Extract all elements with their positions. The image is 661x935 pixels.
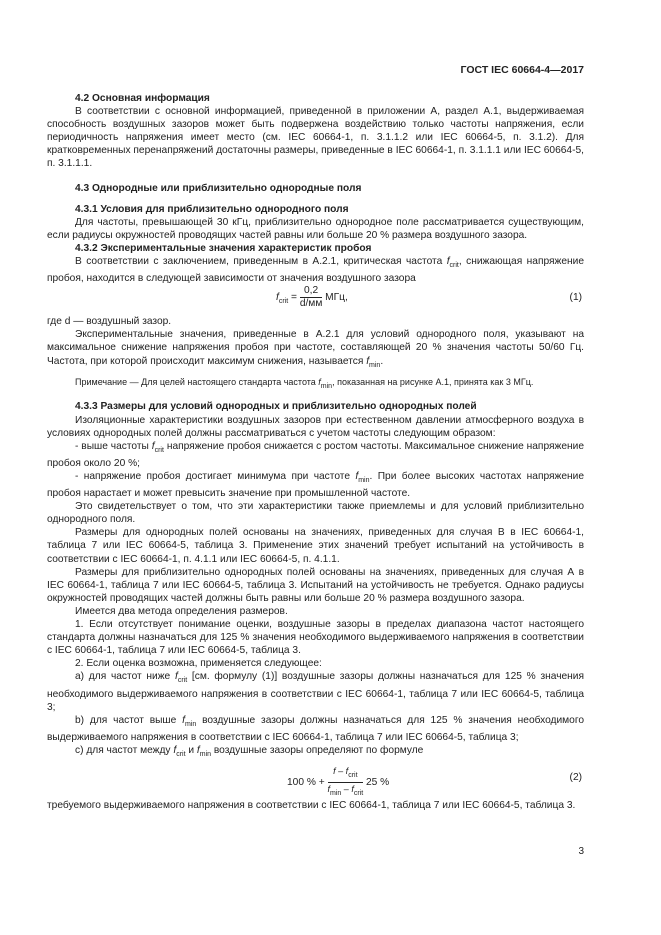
formula-2: [47, 765, 584, 799]
formula-1-expression: $f_{crit}$ = $\frac{0,2}{d/мм}$ МГц,: [276, 285, 348, 310]
bullet-2: - напряжение пробоя достигает минимума при частоте $f_{min}$. При более высоких частотах напряжение пробоя нарастает и может превысить значение при промышленной частоте.: [47, 470, 584, 500]
standard-header: ГОСТ IEC 60664-4—2017: [460, 64, 584, 76]
formula-1: [47, 285, 584, 315]
uniform-field-paragraph: Размеры для однородных полей основаны на значениях, приведенных для случая В в IEC 60664-1, таблица 7 или IEC 60664-5, таблица 3. Применение этих значений требует испытаний на устойчивость в соответствии с IEC 60664-1, п. 4.1.1 или IEC 60664-5, п. 4.1.1.: [47, 527, 584, 565]
section-4-3-1-heading: 4.3.1 Условия для приблизительно однородного поля: [75, 203, 349, 215]
formula-1-number: (1): [569, 292, 582, 304]
section-4-3-heading: 4.3 Однородные или приблизительно однородные поля: [75, 182, 362, 194]
document-body: [47, 92, 584, 812]
section-4-3-2-paragraph-1: В соответствии с заключением, приведенным в А.2.1, критическая частота $f_{crit}$, снижающая напряжение пробоя, находится в следующей зависимости от значения воздушного зазора: [47, 256, 584, 285]
final-paragraph: требуемого выдерживаемого напряжения в соответствии с IEC 60664-1, таблица 7 или IEC 60664-5, таблица 3.: [47, 800, 576, 812]
approx-uniform-paragraph: Размеры для приблизительно однородных полей основаны на значениях, приведенных для случая А в IEC 60664-1, таблица 7 или IEC 60664-5, таблица 3. Испытаний на устойчивость не требуется. Однако радиусы окружностей проводящих частей должны быть равны или больше 20 % размера воздушного зазора.: [47, 566, 584, 604]
method-1-paragraph: 1. Если отсутствует понимание оценки, воздушные зазоры в пределах диапазона частот настоящего стандарта должны назначаться для 125 % значения необходимого выдерживаемого напряжения в соответствии с IEC 60664-1, таблица 7 или IEC 60664-5, таблица 3.: [47, 619, 584, 657]
page-number: 3: [578, 846, 584, 857]
section-4-2-heading: 4.2 Основная информация: [75, 93, 210, 104]
item-b: b) для частот выше $f_{min}$ воздушные зазоры должны назначаться для 125 % значения необходимого выдерживаемого напряжения в соответствии с IEC 60664-1, таблица 7 или IEC 60664-5, таблица 3;: [47, 714, 584, 743]
formula-2-expression: 100 % + $\frac{f - f_{crit}}{f_{min} - f_{crit}}$ 25 %: [287, 766, 390, 797]
where-d-definition: где d — воздушный зазор.: [47, 316, 172, 328]
item-a: a) для частот ниже $f_{crit}$ [см. формулу (1)] воздушные зазоры должны назначаться для 125 % значения необходимого выдерживаемого напряжения в соответствии с IEC 60664-1, таблица 7 или IEC 60664-5, таблица 3;: [47, 671, 584, 713]
item-c: c) для частот между $f_{crit}$ и $f_{min}$ воздушные зазоры определяют по формуле: [75, 744, 424, 758]
section-4-3-3-heading: 4.3.3 Размеры для условий однородных и приблизительно однородных полей: [75, 401, 477, 413]
note: Примечание — Для целей настоящего стандарта частота $f_{min}$, показанная на рисунке А.1, принята как 3 МГц.: [75, 376, 534, 390]
method-2-paragraph: 2. Если оценка возможна, применяется следующее:: [75, 658, 322, 670]
section-4-3-2-paragraph-2: Экспериментальные значения, приведенные в А.2.1 для условий однородного поля, указывают на максимальное снижение напряжения пробоя при частоте, составляющей 20 % значения частоты 50/60 Гц. Частота, при которой происходит максимум снижения, называется $f_{min}$.: [47, 329, 584, 369]
evidence-paragraph: Это свидетельствует о том, что эти характеристики также приемлемы и для условий приблизительно однородного поля.: [47, 501, 584, 526]
formula-2-number: (2): [569, 772, 582, 784]
methods-paragraph: Имеется два метода определения размеров.: [75, 605, 288, 617]
section-4-3-1-paragraph: Для частоты, превышающей 30 кГц, приблизительно однородное поле рассматривается существующим, если радиусы окружностей проводящих частей равны или больше 20 % размера воздушного зазора.: [47, 216, 584, 241]
section-4-2-paragraph: В соответствии с основной информацией, приведенной в приложении А, раздел А.1, выдерживаемая способность воздушных зазоров может быть подвержена воздействию только частоты напряжения, если периодичность напряжения имеет место (см. IEC 60664-1, п. 3.1.1.2 или IEC 60664-5, п. 3.1.2). Для кратковременных перенапряжений достаточны размеры, приведенные в IEC 60664-1, п. 3.1.1.1 или IEC 60664-5, п. 3.1.1.1.: [47, 106, 584, 170]
section-4-3-2-heading: 4.3.2 Экспериментальные значения характеристик пробоя: [75, 242, 372, 254]
section-4-3-3-paragraph-1: Изоляционные характеристики воздушных зазоров при естественном давлении атмосферного воздуха в условиях однородных полей должны рассматриваться с учетом частоты следующим образом:: [47, 414, 584, 439]
bullet-1: - выше частоты $f_{crit}$ напряжение пробоя снижается с ростом частоты. Максимальное снижение напряжение пробоя около 20 %;: [47, 440, 584, 469]
